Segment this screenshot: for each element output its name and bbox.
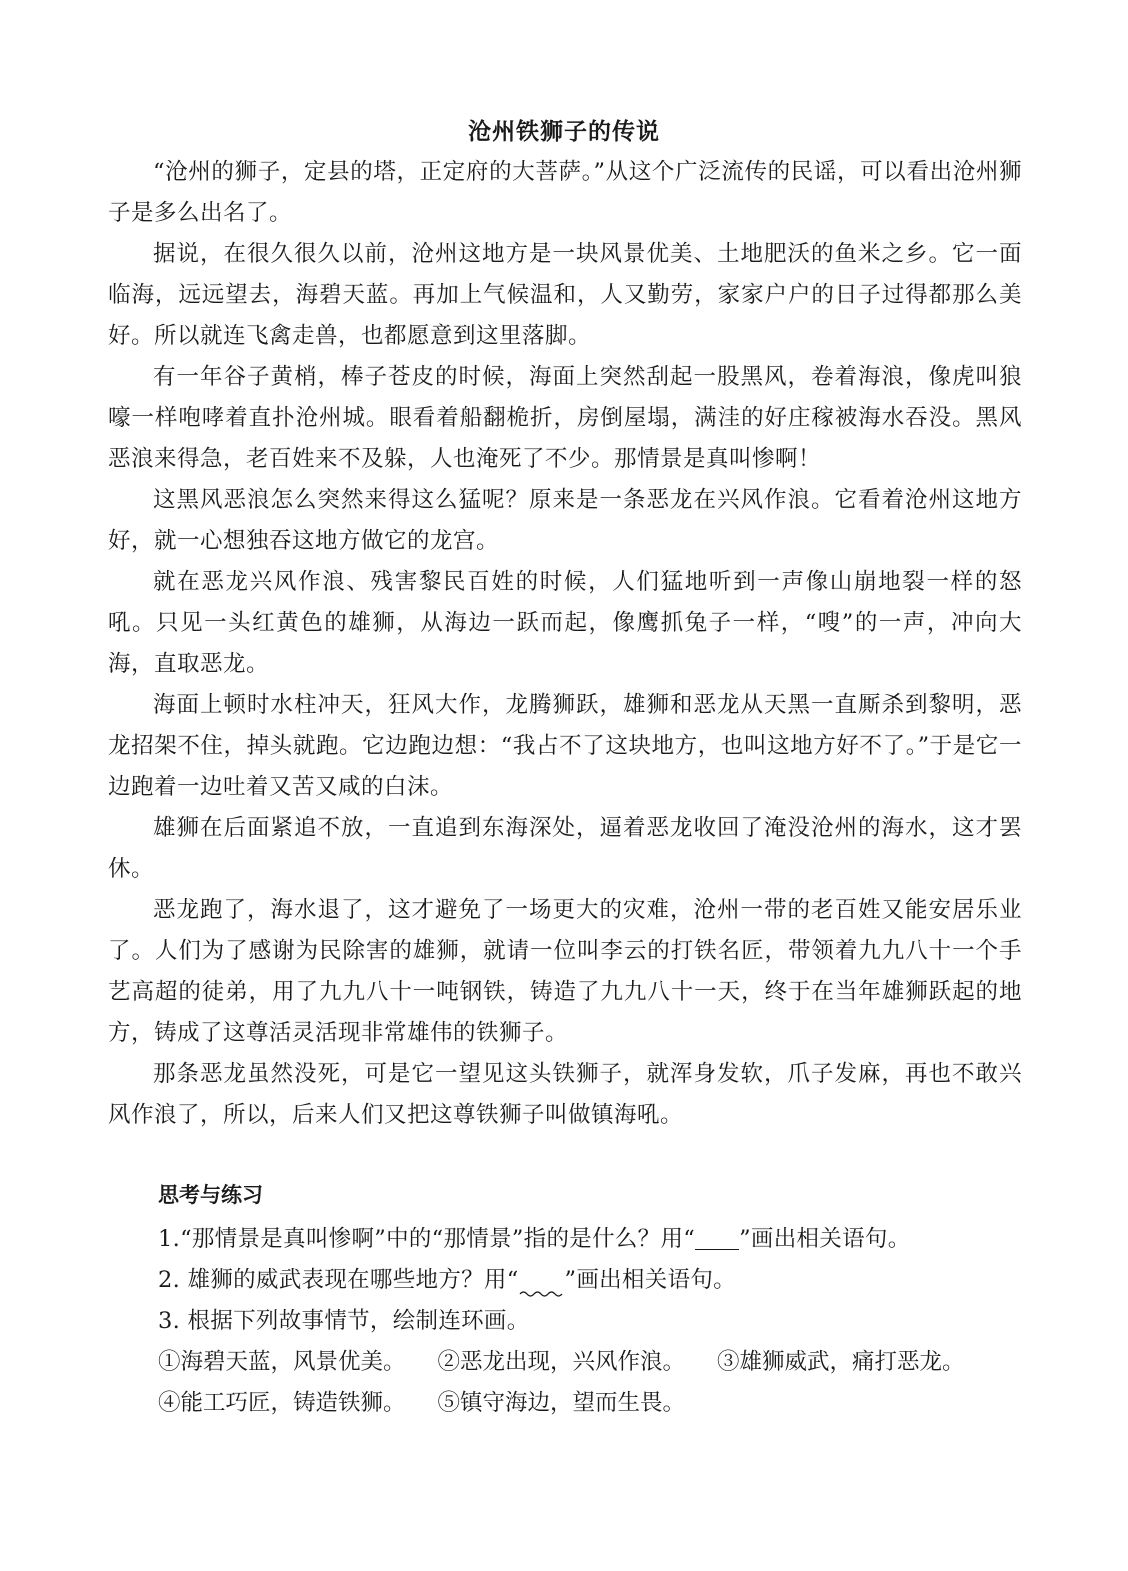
event-item: ③雄狮威武，痛打恶龙。 [717, 1349, 965, 1375]
paragraph: 就在恶龙兴风作浪、残害黎民百姓的时候，人们猛地听到一声像山崩地裂一样的怒吼。只见一头红黄色的雄狮，从海边一跃而起，像鹰抓兔子一样，“嗖”的一声，冲向大海，直取恶龙。 [108, 569, 1022, 677]
paragraph: 据说，在很久很久以前，沧州这地方是一块风景优美、土地肥沃的鱼米之乡。它一面临海，远远望去，海碧天蓝。再加上气候温和，人又勤劳，家家户户的日子过得都那么美好。所以就连飞禽走兽，也都愿意到这里落脚。 [108, 241, 1022, 349]
event-item: ④能工巧匠，铸造铁狮。 [158, 1390, 406, 1416]
straight-underline-mark [695, 1224, 739, 1250]
question-2 [158, 1260, 1022, 1301]
question-1-text-end: ”画出相关语句。 [739, 1226, 911, 1252]
paragraph: 海面上顿时水柱冲天，狂风大作，龙腾狮跃，雄狮和恶龙从天黑一直厮杀到黎明，恶龙招架不住，掉头就跑。它边跑边想：“我占不了这块地方，也叫这地方好不了。”于是它一边跑着一边吐着又苦又咸的白沫。 [108, 692, 1022, 800]
paragraph: 有一年谷子黄梢，棒子苍皮的时候，海面上突然刮起一股黑风，卷着海浪，像虎叫狼嚎一样咆哮着直扑沧州城。眼看着船翻桅折，房倒屋塌，满洼的好庄稼被海水吞没。黑风恶浪来得急，老百姓来不及躲，人也淹死了不少。那情景是真叫惨啊！ [108, 364, 1022, 472]
wavy-underline-mark [519, 1272, 565, 1297]
paragraph: 那条恶龙虽然没死，可是它一望见这头铁狮子，就浑身发软，爪子发麻，再也不敢兴风作浪了，所以，后来人们又把这尊铁狮子叫做镇海吼。 [108, 1061, 1022, 1128]
question-2-text: 2. 雄狮的威武表现在哪些地方？用“ [158, 1267, 519, 1293]
event-item: ②恶龙出现，兴风作浪。 [437, 1349, 686, 1375]
event-item: ①海碧天蓝，风景优美。 [158, 1349, 406, 1375]
event-item: ⑤镇守海边，望而生畏。 [437, 1390, 686, 1416]
question-1-text: 1.“那情景是真叫惨啊”中的“那情景”指的是什么？用“ [158, 1226, 696, 1252]
question-1 [158, 1219, 1022, 1260]
exercises-list [158, 1219, 1022, 1424]
paragraph: 雄狮在后面紧追不放，一直追到东海深处，逼着恶龙收回了淹没沧州的海水，这才罢休。 [108, 815, 1022, 882]
paragraph: 恶龙跑了，海水退了，这才避免了一场更大的灾难，沧州一带的老百姓又能安居乐业了。人们为了感谢为民除害的雄狮，就请一位叫李云的打铁名匠，带领着九九八十一个手艺高超的徒弟，用了九九八十一吨钢铁，铸造了九九八十一天，终于在当年雄狮跃起的地方，铸成了这尊活灵活现非常雄伟的铁狮子。 [108, 897, 1022, 1046]
article-title: 沧州铁狮子的传说 [468, 119, 660, 145]
exercises-heading: 思考与练习 [158, 1183, 263, 1207]
article-body [108, 152, 1022, 1136]
question-2-text-end: ”画出相关语句。 [564, 1267, 736, 1293]
paragraph: “沧州的狮子，定县的塔，正定府的大菩萨。”从这个广泛流传的民谣，可以看出沧州狮子是多么出名了。 [108, 159, 1022, 226]
events-row [158, 1383, 1022, 1424]
paragraph: 这黑风恶浪怎么突然来得这么猛呢？原来是一条恶龙在兴风作浪。它看着沧州这地方好，就一心想独吞这地方做它的龙宫。 [108, 487, 1022, 554]
question-3: 3. 根据下列故事情节，绘制连环画。 [158, 1308, 530, 1334]
events-row [158, 1342, 1022, 1383]
